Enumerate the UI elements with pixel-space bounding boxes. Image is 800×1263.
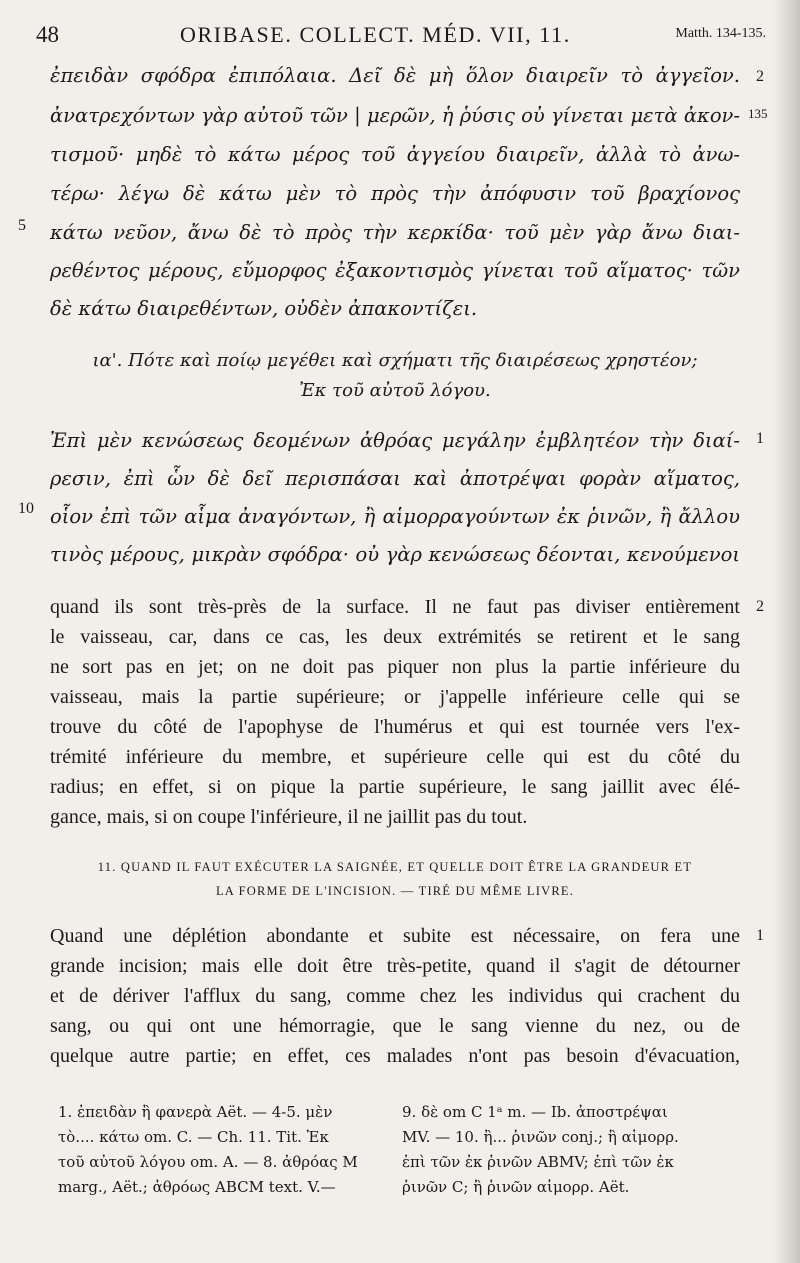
margin-page-ref: 135 (748, 106, 768, 121)
footnote-line: 1. ἐπειδὰν ἢ φανερὰ Aët. — 4-5. μὲν (58, 1103, 333, 1121)
text-line: ἀνατρεχόντων γὰρ αὐτοῦ τῶν | μερῶν, ἡ ῥύσις οὐ γίνεται μετὰ ἀκον- (50, 104, 740, 127)
footnote-line: τοῦ αὐτοῦ λόγου om. A. — 8. ἀθρόας M (58, 1153, 358, 1171)
text-line: sang, ou qui ont une hémorragie, que le sang vienne du nez, ou de (50, 1015, 740, 1037)
text-line: Ἐπὶ μὲν κενώσεως δεομένων ἀθρόας μεγάλην ἐμβλητέον τὴν διαί- (50, 429, 740, 452)
text-line: ρεσιν, ἐπὶ ὧν δὲ δεῖ περισπάσαι καὶ ἀποτρέψαι φορὰν αἵματος, (50, 467, 740, 490)
text-line: grande incision; mais elle doit être très-petite, quand il s'agit de détourner (50, 955, 740, 977)
text-line: quand ils sont très-près de la surface. Il ne faut pas diviser entièrement (50, 596, 740, 618)
running-title: ORIBASE. COLLECT. MÉD. VII, 11. (180, 22, 571, 47)
margin-section-number: 2 (756, 598, 764, 615)
footnotes-right-column (402, 1100, 742, 1200)
text-line: radius; en effet, si on pique la partie supérieure, le sang jaillit avec élé- (50, 776, 740, 798)
margin-line-number: 5 (18, 217, 26, 234)
margin-section-number: 1 (756, 927, 764, 944)
text-line: Quand une déplétion abondante et subite est nécessaire, on fera une (50, 925, 740, 947)
text-line: δὲ κάτω διαιρεθέντων, οὐδὲν ἀπακοντίζει. (50, 297, 478, 320)
margin-section-number: 1 (756, 430, 764, 447)
text-line: ne sort pas en jet; on ne doit pas piquer non plus la partie inférieure du (50, 656, 740, 678)
margin-line-number: 10 (18, 500, 34, 517)
text-line: οἷον ἐπὶ τῶν αἷμα ἀναγόντων, ἢ αἱμορραγούντων ἐκ ῥινῶν, ἢ ἄλλου (50, 505, 740, 528)
text-line: vaisseau, mais la partie supérieure; or j'appelle inférieure celle qui se (50, 686, 740, 708)
page-spine-shadow (774, 0, 800, 1263)
text-line: ἐπειδὰν σφόδρα ἐπιπόλαια. Δεῖ δὲ μὴ ὅλον διαιρεῖν τὸ ἀγγεῖον. (50, 64, 740, 87)
footnote-line: ῥινῶν C; ἢ ῥινῶν αἱμορρ. Aët. (402, 1178, 630, 1196)
footnotes-left-column (58, 1100, 398, 1200)
margin-section-number: 2 (756, 68, 764, 85)
text-line: τινὸς μέρους, μικρὰν σφόδρα· οὐ γὰρ κενώσεως δέονται, κενούμενοι (50, 543, 740, 566)
text-line: τισμοῦ· μηδὲ τὸ κάτω μέρος τοῦ ἀγγείου διαιρεῖν, ἀλλὰ τὸ ἀνω- (50, 143, 740, 166)
text-line: trémité inférieure du membre, et supérieure celle qui est du côté du (50, 746, 740, 768)
footnote-line: τὸ.... κάτω om. C. — Ch. 11. Tit. Ἐκ (58, 1128, 329, 1146)
text-line: gance, mais, si on coupe l'inférieure, il ne jaillit pas du tout. (50, 806, 528, 828)
text-line: ρεθέντος μέρους, εὔμορφος ἐξακοντισμὸς γίνεται τοῦ αἵματος· τῶν (50, 259, 740, 282)
page-number: 48 (36, 22, 59, 47)
text-line: et de dériver l'afflux du sang, comme chez les individus qui crachent du (50, 985, 740, 1007)
text-line: τέρω· λέγω δὲ κάτω μὲν τὸ πρὸς τὴν ἀπόφυσιν τοῦ βραχίονος (50, 182, 740, 205)
greek-chapter-source: Ἐκ τοῦ αὐτοῦ λόγου. (299, 380, 491, 401)
french-chapter-heading: 11. QUAND IL FAUT EXÉCUTER LA SAIGNÉE, ET QUELLE DOIT ÊTRE LA GRANDEUR ET (97, 860, 693, 874)
text-line: quelque autre partie; en effet, ces malades n'ont pas besoin d'évacuation, (50, 1045, 740, 1067)
french-chapter-source: LA FORME DE L'INCISION. — TIRÉ DU MÊME LIVRE. (215, 884, 575, 898)
reference-note: Matth. 134-135. (675, 26, 766, 41)
footnote-line: 9. δὲ om C 1ᵃ m. — Ib. ἀποστρέψαι (402, 1103, 668, 1121)
footnote-line: marg., Aët.; ἀθρόως ABCM text. V.— (58, 1178, 336, 1196)
text-line: le vaisseau, car, dans ce cas, les deux extrémités se retirent et le sang (50, 626, 740, 648)
greek-chapter-heading: ια'. Πότε καὶ ποίῳ μεγέθει καὶ σχήματι τῆς διαιρέσεως χρηστέον; (92, 350, 698, 371)
footnote-line: ἐπὶ τῶν ἐκ ῥινῶν ABMV; ἐπὶ τῶν ἐκ (402, 1153, 674, 1171)
footnote-line: MV. — 10. ἢ... ῥινῶν conj.; ἢ αἱμορρ. (402, 1128, 679, 1146)
text-line: κάτω νεῦον, ἄνω δὲ τὸ πρὸς τὴν κερκίδα· τοῦ μὲν γὰρ ἄνω διαι- (50, 221, 740, 244)
text-line: trouve du côté de l'apophyse de l'humérus et qui est tournée vers l'ex- (50, 716, 740, 738)
